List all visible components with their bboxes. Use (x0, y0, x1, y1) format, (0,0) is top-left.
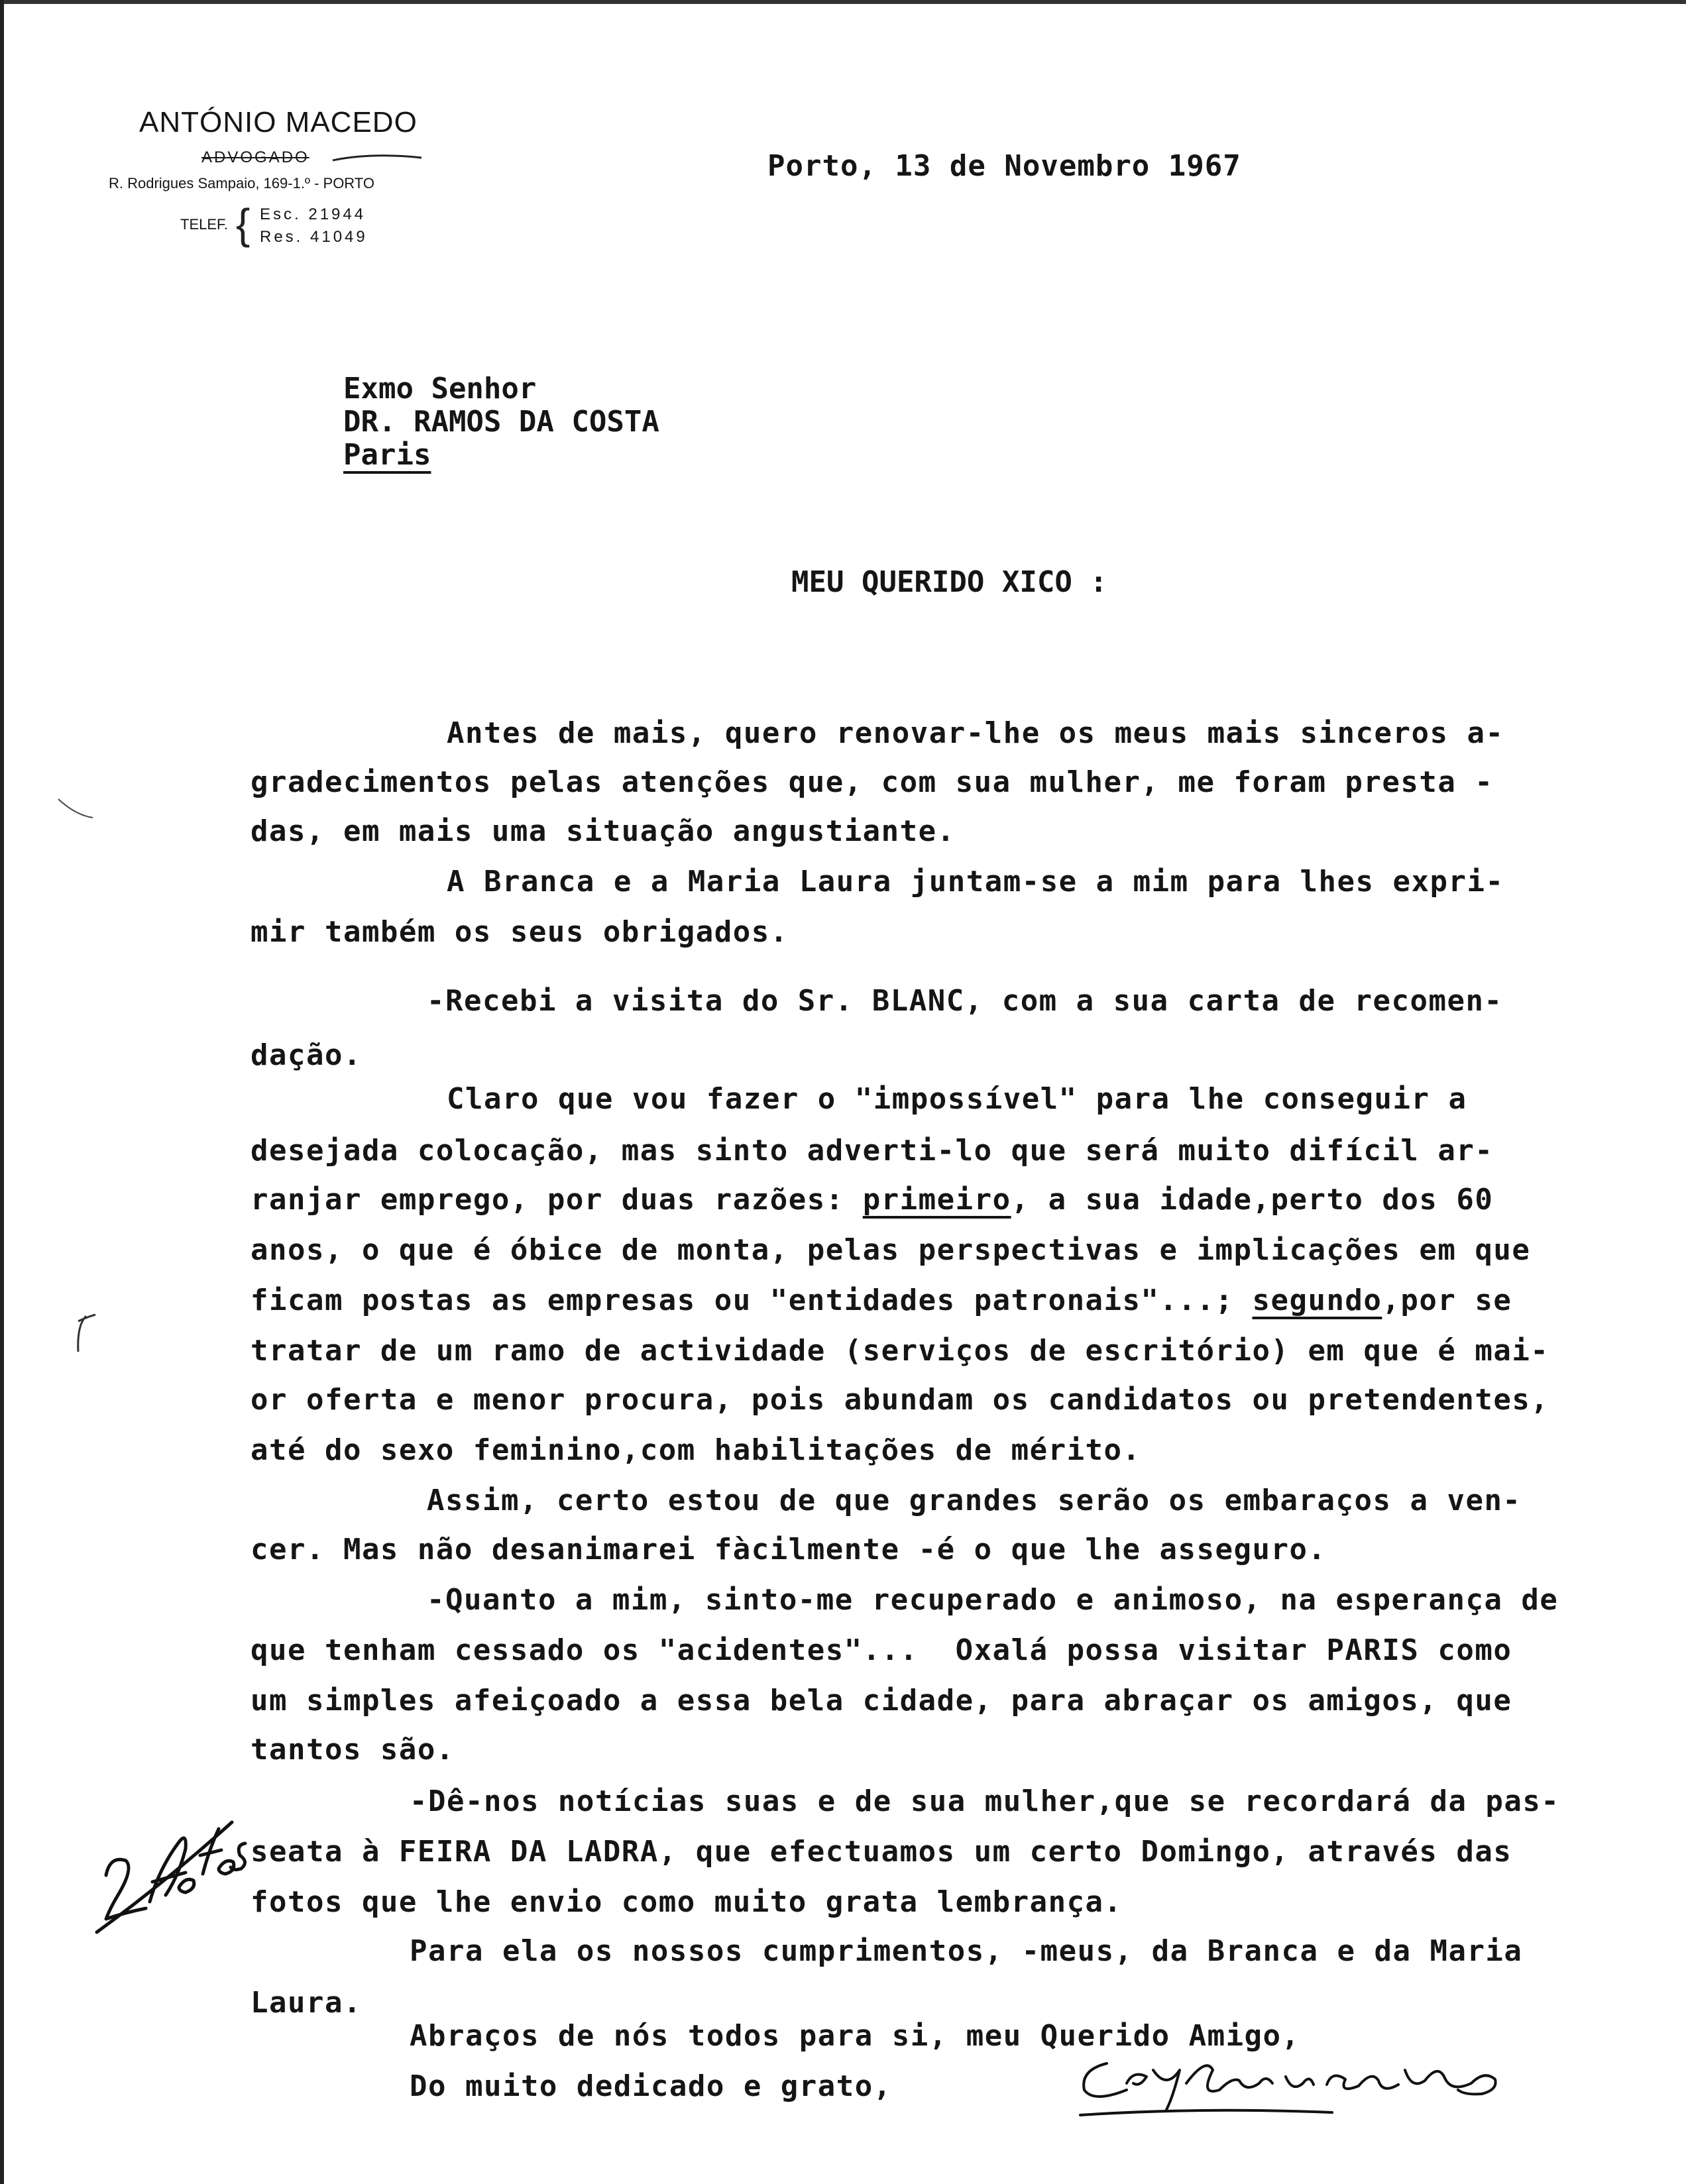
underlined-word-segundo: segundo (1252, 1283, 1382, 1317)
letterhead-address: R. Rodrigues Sampaio, 169-1.º - PORTO (109, 175, 374, 191)
letterhead-phone-home: Res. 41049 (260, 228, 368, 246)
body-line: -Dê-nos notícias suas e de sua mulher,que se recordará da pas- (410, 1784, 1560, 1818)
body-line: -Recebi a visita do Sr. BLANC, com a sua carta de recomen- (427, 984, 1503, 1018)
body-text: ranjar emprego, por duas razões: (251, 1183, 863, 1217)
body-line: tratar de um ramo de actividade (serviços de escritório) em que é mai- (251, 1334, 1549, 1368)
body-text: ficam postas as empresas ou "entidades patronais"...; (251, 1283, 1253, 1317)
body-line: seata à FEIRA DA LADRA, que efectuamos um certo Domingo, através das (251, 1835, 1512, 1869)
body-line: Antes de mais, quero renovar-lhe os meus mais sinceros a- (447, 716, 1504, 750)
body-line: Para ela os nossos cumprimentos, -meus, da Branca e da Maria (410, 1934, 1523, 1968)
body-line (251, 1284, 1512, 1317)
body-line: -Quanto a mim, sinto-me recuperado e animoso, na esperança de (427, 1583, 1559, 1617)
body-line: fotos que lhe envio como muito grata lembrança. (251, 1885, 1123, 1919)
scan-border-top (0, 0, 1686, 4)
body-line: desejada colocação, mas sinto adverti-lo que será muito difícil ar- (251, 1134, 1494, 1168)
body-line: Claro que vou fazer o "impossível" para lhe conseguir a (447, 1082, 1467, 1116)
body-line (251, 1183, 1493, 1217)
recipient-line-2: DR. RAMOS DA COSTA (343, 405, 659, 439)
recipient-line-3: Paris (343, 438, 431, 472)
body-line: Laura. (251, 1986, 362, 2020)
letterhead-title: ADVOGADO (201, 148, 309, 166)
body-line: Assim, certo estou de que grandes serão os embaraços a ven- (427, 1484, 1522, 1517)
scan-border-left (0, 0, 4, 2184)
letter-date: Porto, 13 de Novembro 1967 (767, 149, 1241, 183)
body-line: tantos são. (251, 1733, 455, 1767)
body-line: até do sexo feminino,com habilitações de mérito. (251, 1433, 1141, 1467)
body-line: mir também os seus obrigados. (251, 915, 789, 949)
letterhead-telef-label: TELEF. (180, 216, 229, 233)
body-line: um simples afeiçoado a essa bela cidade, para abraçar os amigos, que (251, 1684, 1512, 1718)
body-line: dação. (251, 1038, 362, 1072)
body-line: or oferta e menor procura, pois abundam os candidatos ou pretendentes, (251, 1383, 1549, 1417)
body-line: cer. Mas não desanimarei fàcilmente -é o que lhe asseguro. (251, 1533, 1327, 1566)
recipient-line-1: Exmo Senhor (343, 372, 537, 406)
salutation: MEU QUERIDO XICO : (791, 565, 1107, 599)
body-line: Abraços de nós todos para si, meu Querido Amigo, (410, 2019, 1300, 2053)
body-line: gradecimentos pelas atenções que, com sua mulher, me foram presta - (251, 765, 1494, 799)
body-text: ,por se (1382, 1283, 1512, 1317)
body-line: A Branca e a Maria Laura juntam-se a mim para lhes expri- (447, 865, 1504, 899)
letterhead-name: ANTÓNIO MACEDO (139, 106, 418, 138)
handwritten-signature (1067, 2044, 1518, 2123)
body-line: que tenham cessado os "acidentes"... Oxalá possa visitar PARIS como (251, 1633, 1512, 1667)
body-line: das, em mais uma situação angustiante. (251, 814, 956, 848)
letterhead-swash (331, 150, 424, 166)
margin-tick-mark (66, 1312, 106, 1358)
underlined-word-primeiro: primeiro (862, 1183, 1011, 1217)
body-text: , a sua idade,perto dos 60 (1011, 1183, 1494, 1217)
closing-line: Do muito dedicado e grato, (410, 2069, 892, 2103)
handwritten-note-2-fotos (86, 1802, 258, 1935)
letterhead-brace: { (236, 200, 251, 248)
margin-mark (56, 795, 95, 822)
letterhead-phone-office: Esc. 21944 (260, 205, 366, 223)
body-line: anos, o que é óbice de monta, pelas perspectivas e implicações em que (251, 1233, 1531, 1267)
